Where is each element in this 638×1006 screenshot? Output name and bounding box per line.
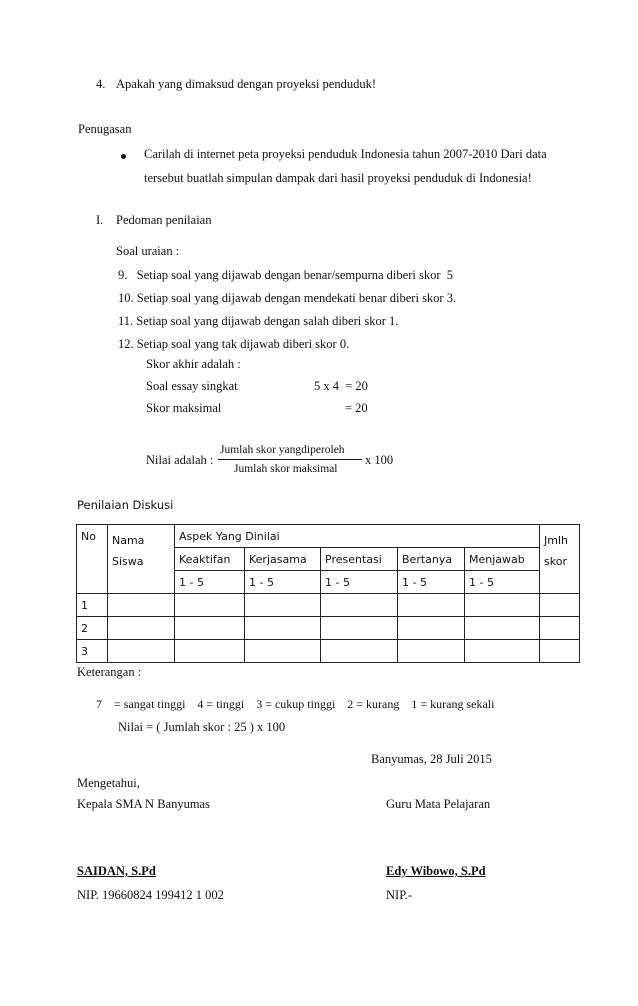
maks-label: Skor maksimal	[146, 401, 222, 415]
left-signatory-title: Kepala SMA N Banyumas	[77, 797, 210, 811]
section-numeral: I.	[96, 213, 104, 227]
skor-akhir-label: Skor akhir adalah :	[146, 357, 241, 371]
empty-cell	[245, 594, 321, 617]
aspect-header: Menjawab	[465, 548, 540, 571]
keterangan-scale: 7 = sangat tinggi 4 = tinggi 3 = cukup tinggi 2 = kurang 1 = kurang sekali	[96, 697, 495, 711]
empty-cell	[398, 640, 465, 663]
score-range: 1 - 5	[465, 571, 540, 594]
left-signatory-name: SAIDAN, S.Pd	[77, 864, 156, 878]
diskusi-heading: Penilaian Diskusi	[77, 498, 174, 512]
empty-cell	[465, 640, 540, 663]
empty-cell	[398, 594, 465, 617]
aspect-header: Bertanya	[398, 548, 465, 571]
pedoman-heading: Pedoman penilaian	[116, 213, 212, 227]
table-row	[77, 640, 580, 663]
assessment-table	[76, 524, 580, 663]
row-number: 2	[77, 617, 108, 640]
empty-cell	[398, 617, 465, 640]
empty-cell	[108, 594, 175, 617]
bullet-icon	[121, 154, 126, 159]
aspect-header: Presentasi	[321, 548, 398, 571]
header-nama	[108, 525, 175, 594]
formula-denominator: Jumlah skor maksimal	[234, 463, 338, 475]
score-range: 1 - 5	[245, 571, 321, 594]
header-no: No	[77, 525, 108, 594]
row-number: 1	[77, 594, 108, 617]
mengetahui-label: Mengetahui,	[77, 776, 140, 790]
aspect-header: Keaktifan	[175, 548, 245, 571]
header-jmlh-line: Jmlh	[544, 534, 568, 547]
aspect-header: Kerjasama	[245, 548, 321, 571]
empty-cell	[540, 617, 580, 640]
score-range: 1 - 5	[398, 571, 465, 594]
soal-uraian-label: Soal uraian :	[116, 244, 180, 258]
question-text: Apakah yang dimaksud dengan proyeksi penduduk!	[116, 77, 377, 91]
table-row	[77, 594, 580, 617]
empty-cell	[321, 594, 398, 617]
header-jmlh-line: skor	[544, 555, 567, 568]
score-range: 1 - 5	[175, 571, 245, 594]
table-row	[77, 617, 580, 640]
essay-label: Soal essay singkat	[146, 379, 238, 393]
header-aspek: Aspek Yang Dinilai	[175, 525, 540, 548]
penugasan-heading: Penugasan	[78, 122, 132, 136]
empty-cell	[540, 594, 580, 617]
empty-cell	[108, 617, 175, 640]
left-signatory-nip: NIP. 19660824 199412 1 002	[77, 888, 224, 902]
penugasan-line-2: tersebut buatlah simpulan dampak dari hasil proyeksi penduduk di Indonesia!	[144, 171, 532, 185]
scoring-rule: 12. Setiap soal yang tak dijawab diberi skor 0.	[118, 337, 350, 351]
right-signatory-nip: NIP.-	[386, 888, 413, 902]
fraction-bar	[218, 459, 362, 460]
row-number: 3	[77, 640, 108, 663]
empty-cell	[245, 617, 321, 640]
question-number: 4.	[96, 77, 106, 91]
keterangan-heading: Keterangan :	[77, 665, 142, 679]
penugasan-line-1: Carilah di internet peta proyeksi penduduk Indonesia tahun 2007-2010 Dari data	[144, 147, 547, 161]
empty-cell	[108, 640, 175, 663]
scoring-rule: 10. Setiap soal yang dijawab dengan mendekati benar diberi skor 3.	[118, 291, 457, 305]
nilai-label: Nilai adalah :	[146, 453, 214, 467]
scoring-rule: 9. Setiap soal yang dijawab dengan benar/sempurna diberi skor 5	[118, 268, 453, 282]
maks-value: = 20	[345, 401, 368, 415]
empty-cell	[465, 617, 540, 640]
place-date: Banyumas, 28 Juli 2015	[371, 752, 492, 766]
empty-cell	[540, 640, 580, 663]
keterangan-formula: Nilai = ( Jumlah skor : 25 ) x 100	[118, 720, 286, 734]
score-range: 1 - 5	[321, 571, 398, 594]
empty-cell	[245, 640, 321, 663]
right-signatory-title: Guru Mata Pelajaran	[386, 797, 491, 811]
essay-value: 5 x 4 = 20	[314, 379, 368, 393]
header-nama-line: Siswa	[112, 555, 144, 568]
scoring-rule: 11. Setiap soal yang dijawab dengan salah diberi skor 1.	[118, 314, 399, 328]
empty-cell	[321, 640, 398, 663]
empty-cell	[175, 594, 245, 617]
empty-cell	[175, 640, 245, 663]
empty-cell	[465, 594, 540, 617]
formula-multiplier: x 100	[365, 453, 394, 467]
header-jmlh	[540, 525, 580, 594]
empty-cell	[175, 617, 245, 640]
empty-cell	[321, 617, 398, 640]
header-nama-line: Nama	[112, 534, 145, 547]
formula-numerator: Jumlah skor yangdiperoleh	[220, 444, 345, 456]
right-signatory-name: Edy Wibowo, S.Pd	[386, 864, 486, 878]
